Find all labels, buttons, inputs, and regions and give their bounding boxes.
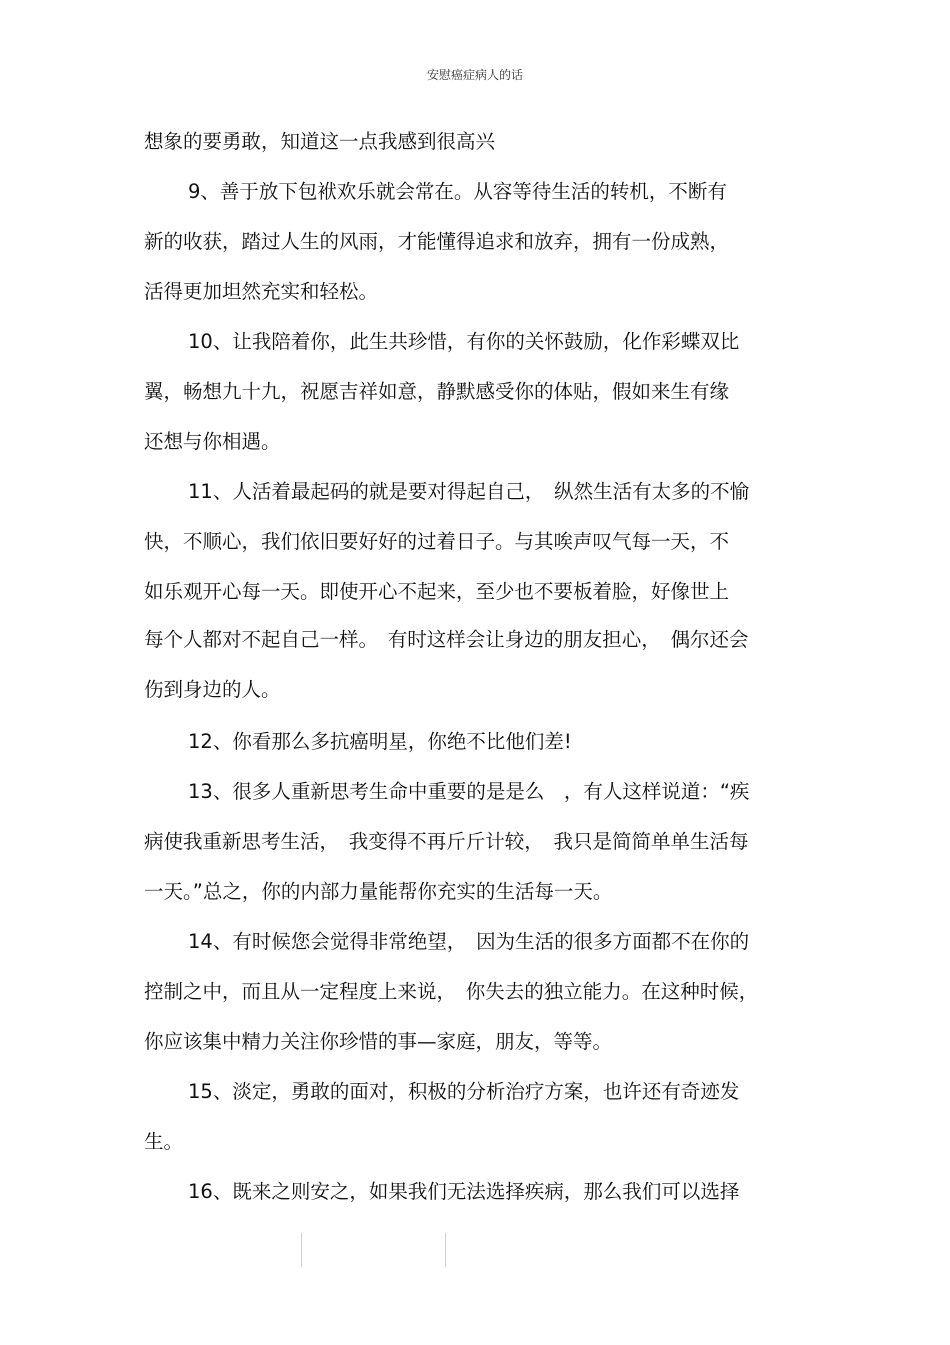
text-line: 活得更加坦然充实和轻松。 [144,280,379,303]
text-line: 16、既来之则安之，如果我们无法选择疾病，那么我们可以选择 [188,1180,740,1203]
text-line: 9、善于放下包袱欢乐就会常在。从容等待生活的转机，不断有 [188,180,727,203]
text-line: 13、很多人重新思考生命中重要的是是么 ，有人这样说道：“疾 [188,780,750,803]
text-line: 还想与你相遇。 [144,430,281,453]
text-line: 10、让我陪着你，此生共珍惜，有你的关怀鼓励，化作彩蝶双比 [188,330,740,353]
text-line: 控制之中，而且从一定程度上来说， 你失去的独立能力。在这种时候， [144,980,759,1003]
text-line: 生。 [144,1130,184,1153]
text-line: 每个人都对不起自己一样。 有时这样会让身边的朋友担心， 偶尔还会 [144,628,749,651]
footer-divider-right [445,1233,446,1267]
text-line: 14、有时候您会觉得非常绝望， 因为生活的很多方面都不在你的 [188,930,750,953]
text-line: 新的收获，踏过人生的风雨，才能懂得追求和放弃，拥有一份成熟， [144,230,730,253]
text-line: 11、人活着最起码的就是要对得起自己， 纵然生活有太多的不愉 [188,480,750,503]
text-line: 12、你看那么多抗癌明星，你绝不比他们差! [188,730,572,753]
text-line: 快，不顺心，我们依旧要好好的过着日子。与其唉声叹气每一天，不 [144,530,730,553]
text-line: 一天。”总之，你的内部力量能帮你充实的生活每一天。 [144,880,613,903]
page-header: 安慰癌症病人的话 [426,68,523,82]
text-line: 病使我重新思考生活， 我变得不再斤斤计较， 我只是简简单单生活每 [144,830,749,853]
text-line: 翼，畅想九十九，祝愿吉祥如意，静默感受你的体贴，假如来生有缘 [144,380,730,403]
text-line: 15、淡定，勇敢的面对，积极的分析治疗方案，也许还有奇迹发 [188,1080,740,1103]
text-line: 想象的要勇敢，知道这一点我感到很高兴 [144,130,496,153]
text-line: 伤到身边的人。 [144,678,281,701]
footer-divider-left [301,1233,302,1267]
text-line: 如乐观开心每一天。即使开心不起来，至少也不要板着脸，好像世上 [144,580,730,603]
text-line: 你应该集中精力关注你珍惜的事—家庭，朋友，等等。 [144,1030,613,1053]
